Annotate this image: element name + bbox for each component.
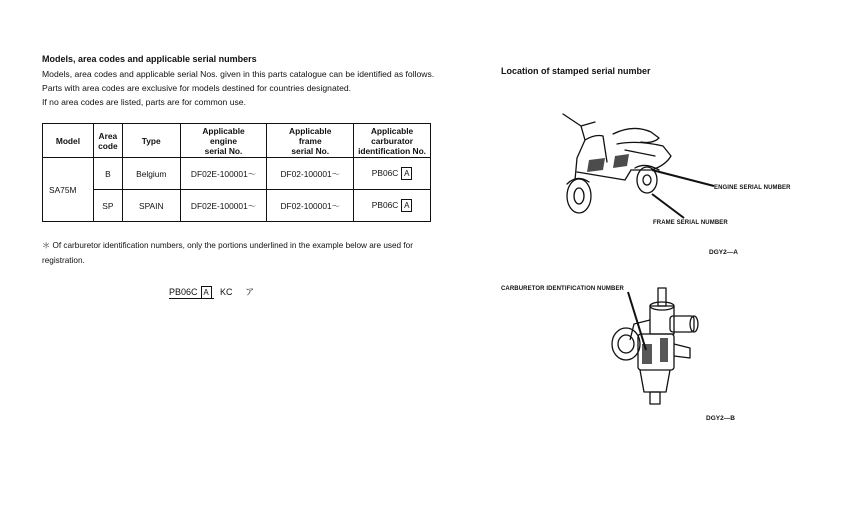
- location-heading: Location of stamped serial number: [501, 66, 651, 76]
- carb-id-example: [169, 285, 254, 299]
- intro-line-3: If no area codes are listed, parts are for common use.: [42, 97, 246, 107]
- example-suffix: KC: [220, 287, 233, 297]
- carburetor-illustration: [600, 284, 710, 410]
- intro-line-1: Models, area codes and applicable serial Nos. given in this parts catalogue can be identified as follows.: [42, 69, 435, 79]
- model-cell: SA75M: [43, 158, 94, 222]
- header-carb-id: Applicable carburator identification No.: [354, 124, 431, 158]
- engine-serial-cell: DF02E-100001～: [180, 158, 267, 190]
- example-underlined: PB06C A: [169, 287, 214, 299]
- carb-id-label: CARBURETOR IDENTIFICATION NUMBER: [501, 286, 624, 292]
- carb-box: A: [401, 167, 412, 180]
- figure-code-b: DGY2—B: [706, 415, 735, 422]
- carb-id-cell: PB06C A: [354, 190, 431, 222]
- header-area-code: Area code: [93, 124, 122, 158]
- table-row: [43, 190, 431, 222]
- frame-serial-label: FRAME SERIAL NUMBER: [653, 220, 728, 226]
- carburetor-note: [42, 238, 452, 268]
- engine-serial-label: ENGINE SERIAL NUMBER: [714, 185, 791, 191]
- type-cell: SPAIN: [122, 190, 180, 222]
- area-code-cell: B: [93, 158, 122, 190]
- header-frame-serial: Applicable frame serial No.: [267, 124, 354, 158]
- serial-number-table: [42, 123, 431, 222]
- figure-code-a: DGY2—A: [709, 249, 738, 256]
- note-line-2: registration.: [42, 256, 85, 265]
- scooter-leader-lines: [650, 160, 720, 220]
- intro-line-2: Parts with area codes are exclusive for models destined for countries designated.: [42, 83, 352, 93]
- engine-serial-cell: DF02E-100001～: [180, 190, 267, 222]
- note-line-1: Of carburetor identification numbers, only the portions underlined in the example below are used for: [52, 241, 413, 250]
- area-code-cell: SP: [93, 190, 122, 222]
- header-engine-serial: Applicable engine serial No.: [180, 124, 267, 158]
- carb-id-cell: PB06C A: [354, 158, 431, 190]
- header-type: Type: [122, 124, 180, 158]
- example-box: A: [201, 286, 212, 299]
- frame-serial-cell: DF02-100001～: [267, 190, 354, 222]
- type-cell: Belgium: [122, 158, 180, 190]
- carb-box: A: [401, 199, 412, 212]
- note-marker: ＊: [42, 241, 51, 250]
- section-heading: Models, area codes and applicable serial numbers: [42, 54, 257, 64]
- intro-paragraphs: [42, 67, 462, 109]
- table-header-row: [43, 124, 431, 158]
- table-row: [43, 158, 431, 190]
- frame-serial-cell: DF02-100001～: [267, 158, 354, 190]
- example-trail: ア: [245, 287, 255, 297]
- header-model: Model: [43, 124, 94, 158]
